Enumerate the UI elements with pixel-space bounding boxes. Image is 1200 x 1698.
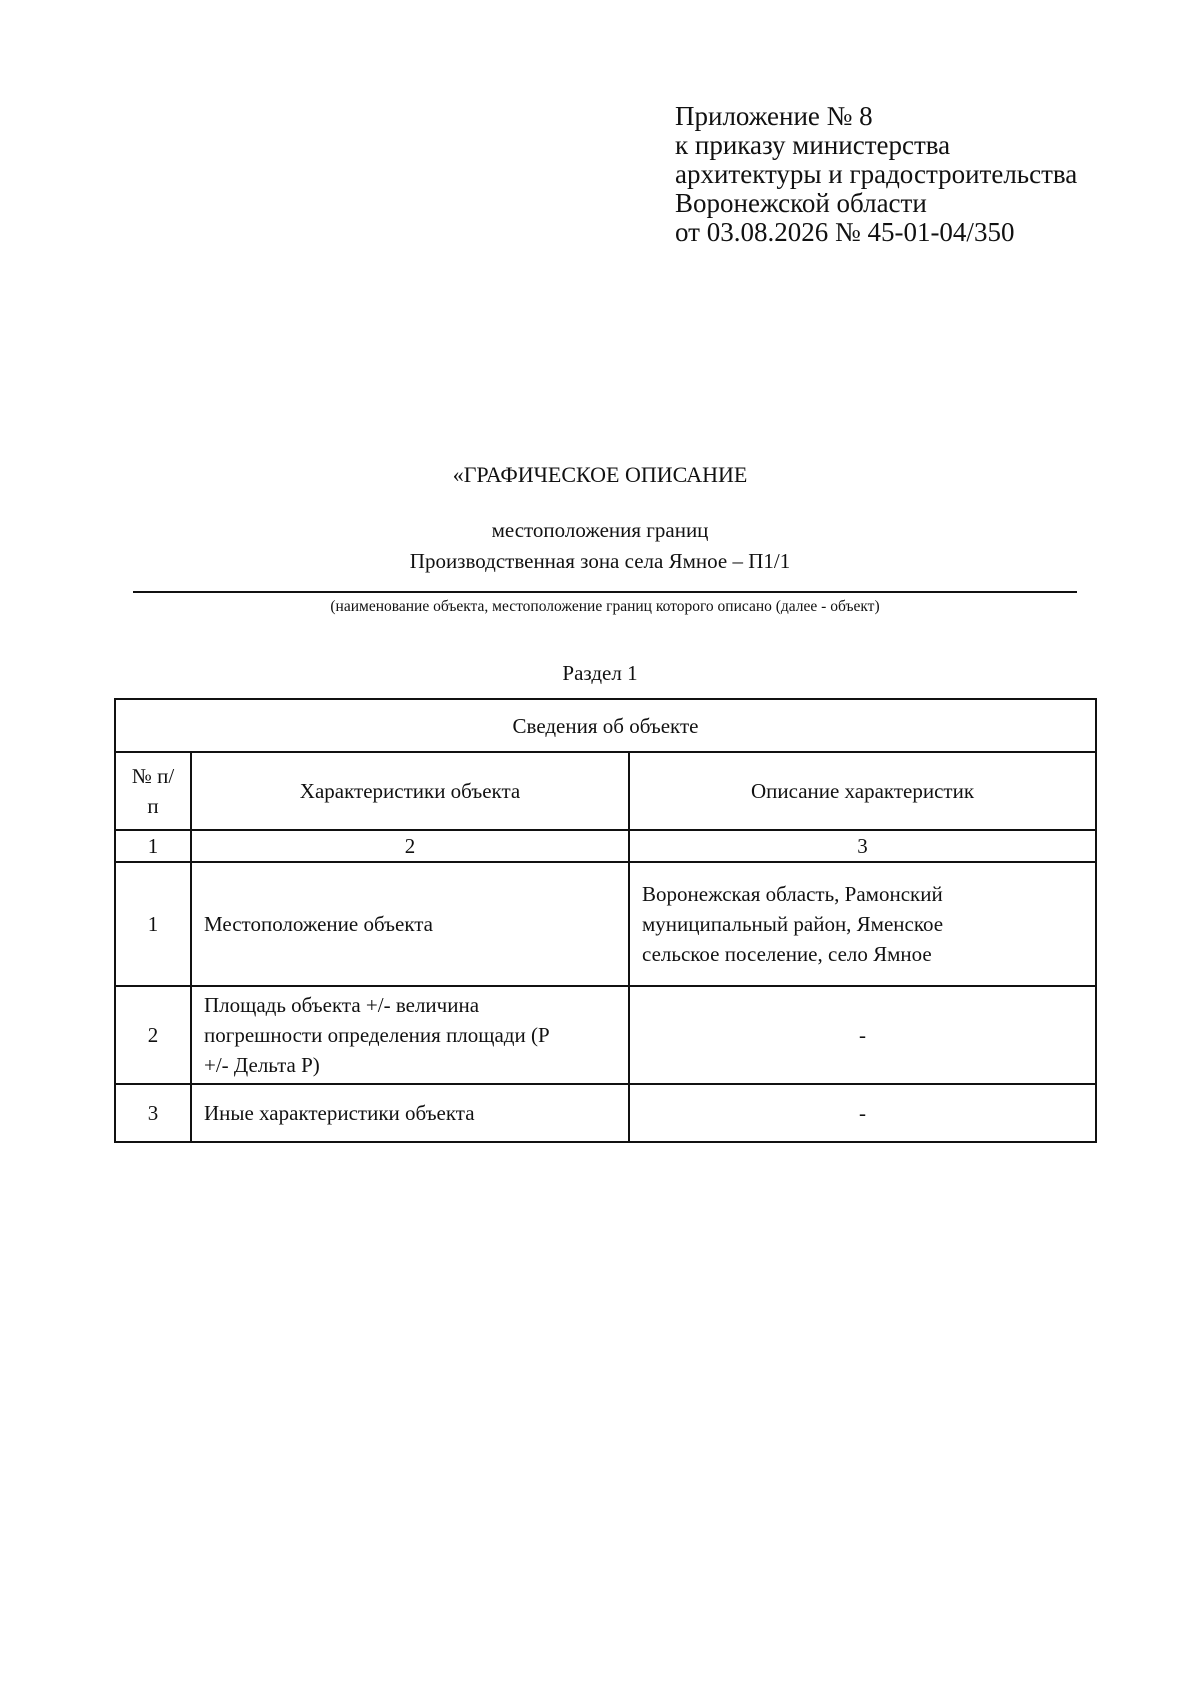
column-number-row xyxy=(115,830,1096,862)
table-row xyxy=(115,986,1096,1084)
column-header-description: Описание характеристик xyxy=(629,752,1096,830)
column-header-number: № п/п xyxy=(115,752,191,830)
column-number: 3 xyxy=(629,830,1096,862)
row-characteristic: Местоположение объекта xyxy=(191,862,629,986)
appendix-line-5: от 03.08.2026 № 45-01-04/350 xyxy=(675,217,1015,247)
appendix-line-2: к приказу министерства xyxy=(675,130,951,160)
row-number: 2 xyxy=(115,986,191,1084)
appendix-line-3: архитектуры и градостроительства xyxy=(675,159,1078,189)
description-line: Воронежская область, Рамонский xyxy=(642,882,943,906)
characteristic-line: Площадь объекта +/- величина xyxy=(204,993,480,1017)
document-subtitle: местоположения границ xyxy=(491,518,709,542)
description-line: муниципальный район, Яменское xyxy=(642,912,944,936)
column-number: 1 xyxy=(115,830,191,862)
document-title: «ГРАФИЧЕСКОЕ ОПИСАНИЕ xyxy=(452,462,748,487)
characteristic-line: +/- Дельта P) xyxy=(204,1053,320,1077)
appendix-block xyxy=(675,102,1155,247)
table-title: Сведения об объекте xyxy=(115,699,1096,752)
section-title: Раздел 1 xyxy=(562,661,638,685)
column-header-characteristic: Характеристики объекта xyxy=(191,752,629,830)
table-row xyxy=(115,862,1096,986)
row-description: - xyxy=(629,1084,1096,1142)
object-name: Производственная зона села Ямное – П1/1 xyxy=(409,549,791,573)
table-row xyxy=(115,1084,1096,1142)
table-header-row xyxy=(115,752,1096,830)
characteristic-line: погрешности определения площади (P xyxy=(204,1023,550,1047)
table-title-row xyxy=(115,699,1096,752)
row-characteristic: Иные характеристики объекта xyxy=(191,1084,629,1142)
description-line: сельское поселение, село Ямное xyxy=(642,942,932,966)
object-name-underline xyxy=(133,591,1077,593)
appendix-line-4: Воронежской области xyxy=(675,188,927,218)
column-number: 2 xyxy=(191,830,629,862)
row-characteristic xyxy=(191,986,629,1084)
object-info-table xyxy=(114,698,1097,1143)
row-number: 3 xyxy=(115,1084,191,1142)
object-name-caption: (наименование объекта, местоположение границ которого описано (далее - объект) xyxy=(330,598,880,615)
row-number: 1 xyxy=(115,862,191,986)
appendix-line-1: Приложение № 8 xyxy=(675,101,873,131)
row-description: - xyxy=(629,986,1096,1084)
row-description xyxy=(629,862,1096,986)
